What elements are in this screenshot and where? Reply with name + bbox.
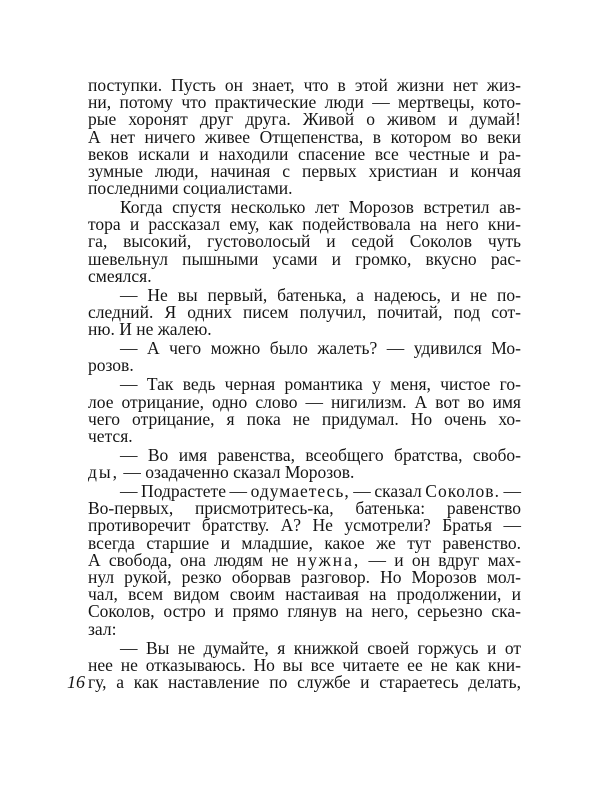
paragraph	[88, 637, 521, 692]
spaced-emphasis: Соколов.	[425, 481, 500, 502]
text-line: А нет ничего живее Отщепенства, в котором во веки	[88, 126, 521, 147]
paragraph	[88, 284, 521, 340]
text-line: противоречит братству. А? Не усмотрели? Братья —	[88, 515, 521, 536]
text-run: А свобода, она людям не	[88, 549, 297, 570]
spaced-emphasis: ды,	[88, 462, 120, 483]
text-line: всегда старшие и младшие, какое же тут равенство.	[88, 532, 521, 553]
text-line: чал, всем видом своим настаивая на продолжении, и	[88, 584, 521, 605]
text-line: тора и рассказал ему, как подействовала на него кни-	[88, 214, 521, 235]
text-run: — озадаченно сказал Морозов.	[119, 462, 355, 483]
spaced-emphasis: нужна,	[296, 549, 361, 570]
text-line: — Так ведь черная романтика у меня, чистое го-	[120, 374, 521, 395]
text-line: лое отрицание, одно слово — нигилизм. А вот во имя	[88, 391, 521, 412]
text-line: — Не вы первый, батенька, а надеюсь, и не по-	[120, 284, 521, 305]
text-line: следний. Я одних писем получил, почитай, под сот-	[88, 302, 521, 323]
text-line: последними социалистами.	[88, 178, 293, 199]
text-line: Во-первых, присмотритесь-ка, батенька: равенство	[88, 498, 521, 519]
text-line: — А чего можно было жалеть? — удивился Мо-	[120, 338, 521, 359]
text-run: — Подрастете —	[120, 481, 251, 502]
text-run: — и он вдруг мах-	[360, 549, 521, 570]
text-column	[88, 77, 521, 691]
spaced-emphasis: одумаетесь,	[250, 481, 350, 502]
text-line: ню. И не жалею.	[88, 319, 212, 340]
text-line: шевельнул пышными усами и громко, вкусно рас-	[88, 248, 521, 269]
paragraph	[88, 376, 521, 445]
paragraph	[88, 199, 521, 285]
text-line: зумные люди, начиная с первых христиан и кончая	[88, 160, 521, 181]
text-run: —	[499, 481, 522, 502]
text-line: нее не отказываюсь. Но вы все читаете ее не как кни-	[88, 654, 521, 675]
text-line: ни, потому что практические люди — мертвецы, кото-	[88, 92, 521, 113]
text-line: чего отрицание, я пока не придумал. Но очень хо-	[88, 408, 521, 429]
text-line: гу, а как наставление по службе и стараетесь делать,	[88, 671, 521, 692]
text-line: смеялся.	[88, 265, 152, 286]
text-line: Когда спустя несколько лет Морозов встретил ав-	[120, 197, 521, 218]
text-line: Соколов, остро и прямо глянув на него, серьезно ска-	[88, 601, 521, 622]
text-line: нул рукой, резко оборвав разговор. Но Морозов мол-	[88, 567, 521, 588]
text-line: веков искали и находили спасение все честные и ра-	[88, 143, 521, 164]
page-number: 16	[67, 672, 85, 693]
text-line: розов.	[88, 355, 134, 376]
text-line: — Вы не думайте, я книжкой своей горжусь и от	[120, 637, 521, 658]
text-line: зал:	[88, 618, 117, 639]
paragraph	[88, 444, 521, 483]
text-line: га, высокий, густоволосый и седой Соколов чуть	[88, 231, 521, 252]
text-line: поступки. Пусть он знает, что в этой жизни нет жиз-	[88, 75, 521, 95]
paragraph	[88, 340, 521, 374]
text-run: — сказал	[349, 481, 426, 502]
paragraph	[88, 483, 521, 638]
paragraph	[88, 77, 521, 197]
text-line	[88, 464, 521, 481]
text-line: — Во имя равенства, всеобщего братства, свобо-	[120, 444, 521, 465]
text-line: чется.	[88, 425, 133, 446]
text-line: рые хоронят друг друга. Живой о живом и думай!	[88, 109, 521, 130]
